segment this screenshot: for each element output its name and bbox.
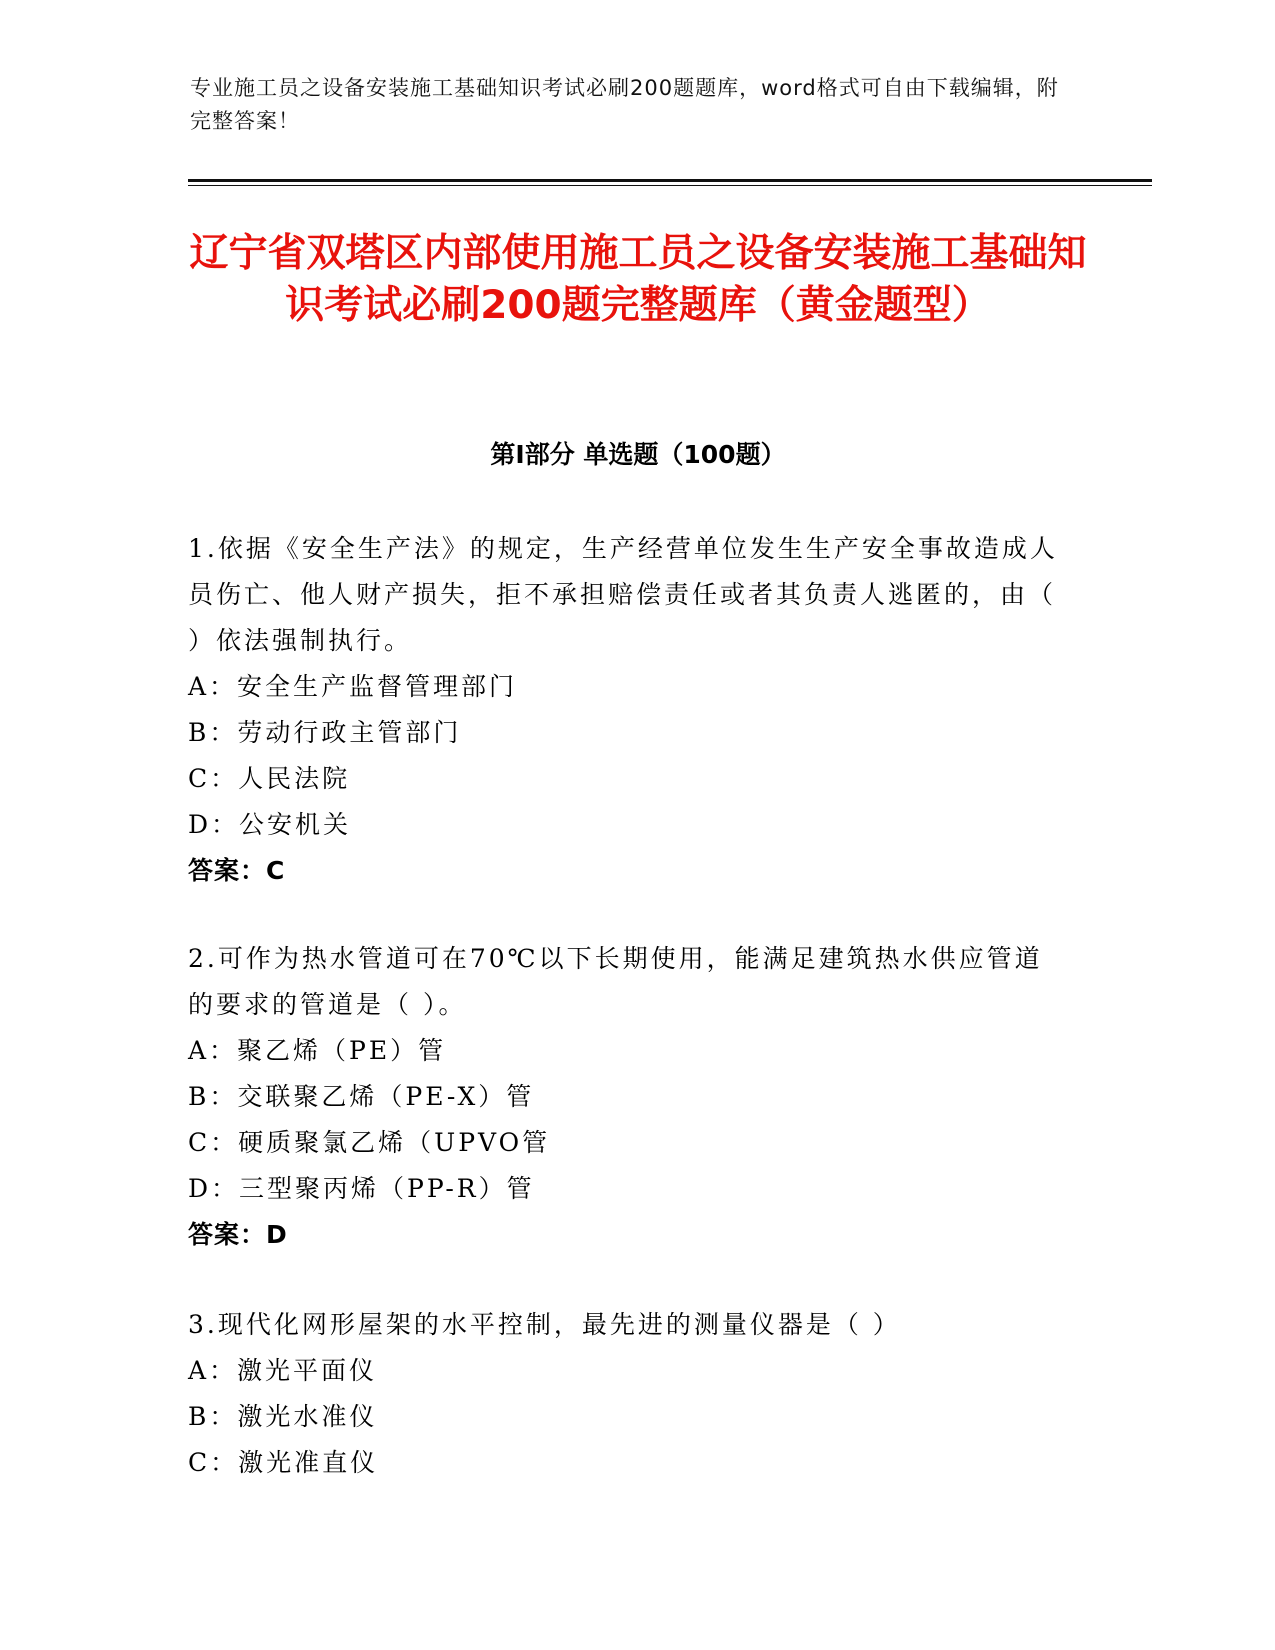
- question-3: [188, 1302, 1068, 1486]
- question-2: [188, 936, 1068, 1258]
- header-divider-thin: [188, 185, 1152, 186]
- question-1: [188, 526, 1068, 894]
- option-b: B：劳动行政主管部门: [188, 718, 462, 747]
- document-title: 辽宁省双塔区内部使用施工员之设备安装施工基础知识考试必刷200题完整题库（黄金题型）: [189, 231, 1087, 328]
- question-text: 2.可作为热水管道可在70℃以下长期使用，能满足建筑热水供应管道的要求的管道是（ ）。: [188, 944, 1043, 1019]
- answer: 答案：D: [188, 1220, 288, 1249]
- option-d: D：公安机关: [188, 810, 352, 839]
- header-note: 专业施工员之设备安装施工基础知识考试必刷200题题库，word格式可自由下载编辑，附完整答案！: [190, 76, 1059, 133]
- header-divider: [188, 179, 1152, 182]
- option-a: A：激光平面仪: [188, 1356, 378, 1385]
- question-text: 3.现代化网形屋架的水平控制，最先进的测量仪器是（ ）: [188, 1310, 901, 1339]
- option-c: C：硬质聚氯乙烯（UPVO管: [188, 1128, 551, 1157]
- answer: 答案：C: [188, 856, 286, 885]
- option-b: B：激光水准仪: [188, 1402, 378, 1431]
- option-d: D：三型聚丙烯（PP-R）管: [188, 1174, 535, 1203]
- option-c: C：激光准直仪: [188, 1448, 379, 1477]
- option-a: A：聚乙烯（PE）管: [188, 1036, 447, 1065]
- question-text: 1.依据《安全生产法》的规定，生产经营单位发生生产安全事故造成人员伤亡、他人财产损失，拒不承担赔偿责任或者其负责人逃匿的，由（ ）依法强制执行。: [188, 534, 1058, 655]
- option-c: C：人民法院: [188, 764, 351, 793]
- section-heading: 第Ⅰ部分 单选题（100题）: [490, 440, 786, 469]
- option-b: B：交联聚乙烯（PE-X）管: [188, 1082, 535, 1111]
- option-a: A：安全生产监督管理部门: [188, 672, 518, 701]
